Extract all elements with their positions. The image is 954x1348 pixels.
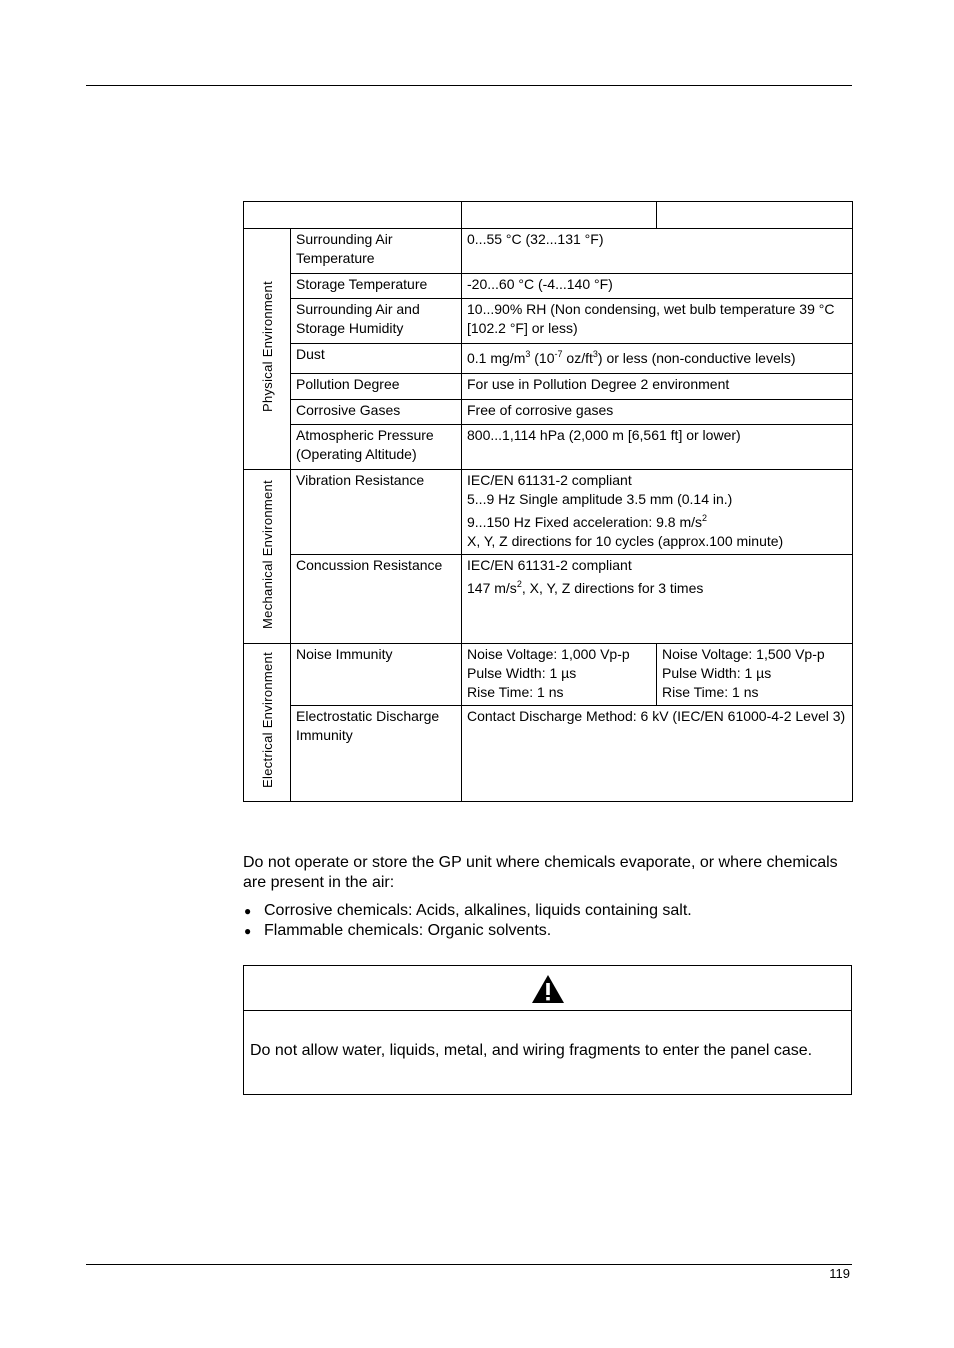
- row-label: Pollution Degree: [291, 374, 462, 400]
- row-label: Surrounding Air and Storage Humidity: [291, 299, 462, 344]
- group-physical: Physical Environment: [244, 229, 291, 470]
- row-value: Contact Discharge Method: 6 kV (IEC/EN 61000-4-2 Level 3): [462, 706, 853, 802]
- list-item: ● Flammable chemicals: Organic solvents.: [244, 922, 552, 939]
- row-label: Surrounding Air Temperature: [291, 229, 462, 274]
- table-row: [244, 644, 853, 706]
- environment-spec-table: [243, 201, 853, 802]
- table-row: [244, 425, 853, 470]
- row-value: Noise Voltage: 1,000 Vp-p Pulse Width: 1 µs Rise Time: 1 ns: [462, 644, 657, 706]
- row-value: Free of corrosive gases: [462, 400, 853, 425]
- table-row: [244, 299, 853, 344]
- row-value: For use in Pollution Degree 2 environment: [462, 374, 853, 400]
- row-label: Electrostatic Discharge Immunity: [291, 706, 462, 802]
- chemicals-list: [243, 901, 692, 941]
- row-value: 800...1,114 hPa (2,000 m [6,561 ft] or lower): [462, 425, 853, 470]
- table-row: [244, 470, 853, 555]
- row-value: 10...90% RH (Non condensing, wet bulb temperature 39 °C [102.2 °F] or less): [462, 299, 853, 344]
- table-row: [244, 344, 853, 374]
- row-label: Concussion Resistance: [291, 555, 462, 644]
- row-label: Atmospheric Pressure (Operating Altitude): [291, 425, 462, 470]
- list-item: ● Corrosive chemicals: Acids, alkalines, liquids containing salt.: [244, 902, 692, 919]
- table-row: [244, 555, 853, 644]
- table-row: [244, 374, 853, 400]
- row-value: 0...55 °C (32...131 °F): [462, 229, 853, 274]
- row-label: Corrosive Gases: [291, 400, 462, 425]
- footer-rule: [86, 1264, 852, 1265]
- table-row: [244, 274, 853, 299]
- group-mechanical: Mechanical Environment: [244, 470, 291, 644]
- header-rule: [86, 85, 852, 86]
- row-value: IEC/EN 61131-2 compliant 5...9 Hz Single amplitude 3.5 mm (0.14 in.) 9...150 Hz Fixed acceleration: 9.8 $m/s^2$ X, Y, Z directions for 10 cycles (approx.100 minute): [462, 470, 853, 555]
- row-value: Noise Voltage: 1,500 Vp-p Pulse Width: 1 µs Rise Time: 1 ns: [657, 644, 853, 706]
- table-row: [244, 400, 853, 425]
- row-label: Dust: [291, 344, 462, 374]
- table-row: [244, 706, 853, 802]
- chemicals-intro: Do not operate or store the GP unit where chemicals evaporate, or where chemicals are present in the air:: [243, 854, 838, 891]
- table-header-row: [244, 202, 853, 229]
- row-label: Storage Temperature: [291, 274, 462, 299]
- row-value: -20...60 °C (-4...140 °F): [462, 274, 853, 299]
- row-label: Noise Immunity: [291, 644, 462, 706]
- table-row: [244, 229, 853, 274]
- row-label: Vibration Resistance: [291, 470, 462, 555]
- warning-triangle-icon: [531, 974, 565, 1004]
- warning-text: Do not allow water, liquids, metal, and wiring fragments to enter the panel case.: [250, 1042, 813, 1059]
- warning-header: [244, 966, 851, 1011]
- page-number: 119: [829, 1266, 850, 1281]
- row-value: IEC/EN 61131-2 compliant 147 $m/s^2$, X, Y, Z directions for 3 times: [462, 555, 853, 644]
- group-electrical: Electrical Environment: [244, 644, 291, 802]
- warning-box: [243, 965, 852, 1095]
- row-value: 0.1 $mg/m^3$ ($10^{-7}$ $oz/ft^3$) or less (non-conductive levels): [462, 344, 853, 374]
